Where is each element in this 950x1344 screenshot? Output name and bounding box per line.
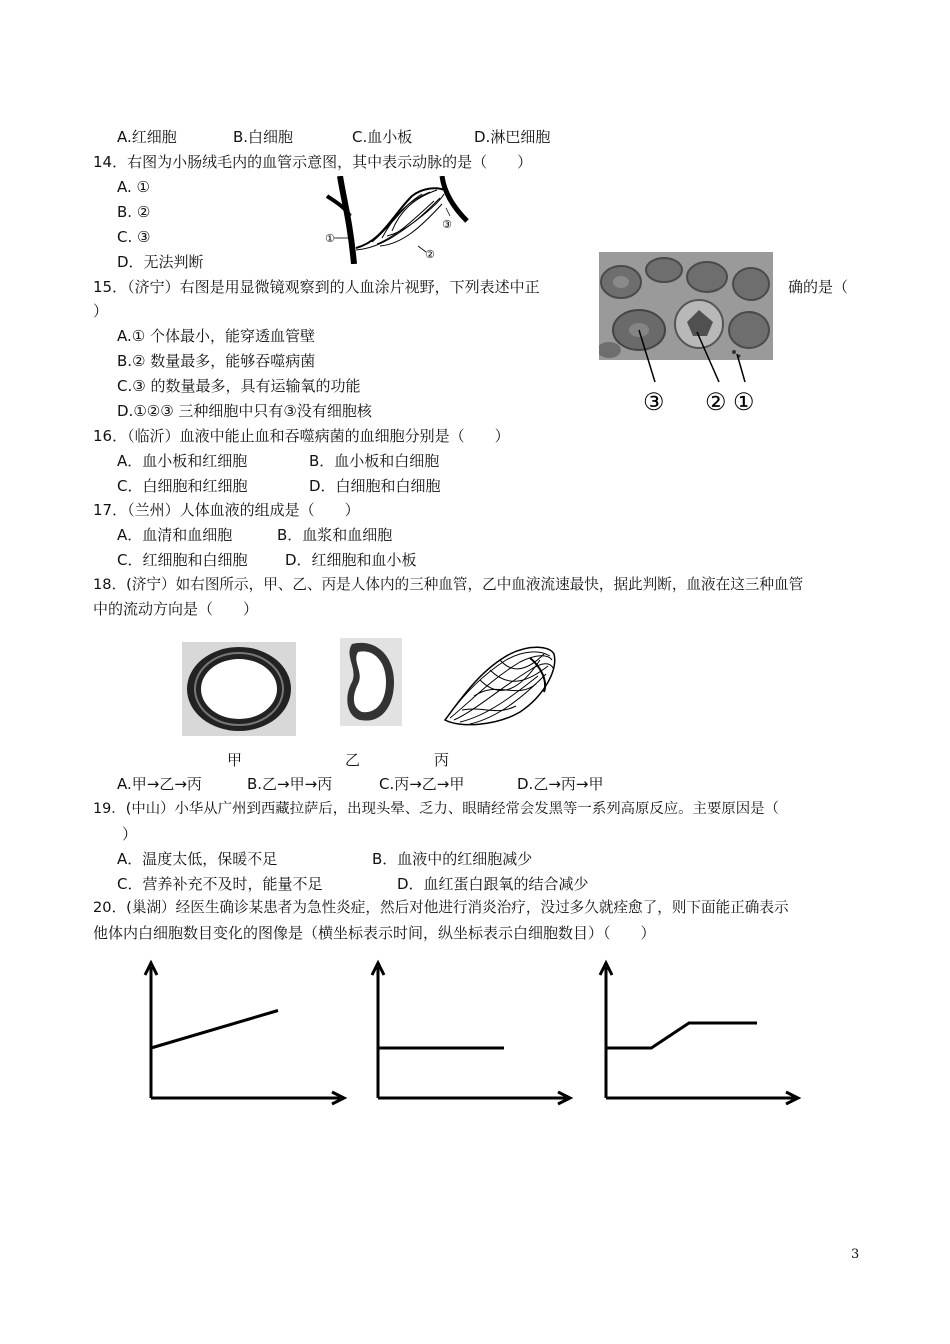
q16-option-d: D．白细胞和白细胞 [309, 477, 441, 495]
q18-stem-part1: 18．(济宁）如右图所示，甲、乙、丙是人体内的三种血管，乙中血液流速最快，据此判断，血液在这三种血管 [93, 576, 804, 593]
q17-stem: 17．（兰州）人体血液的组成是（ ） [93, 501, 360, 519]
q15-option-a: A.① 个体最小，能穿透血管壁 [117, 327, 315, 345]
q17-options-row1 [117, 525, 392, 545]
vessel-bing-capillary [440, 640, 560, 730]
q18-option-d: D.乙→丙→甲 [517, 775, 604, 793]
vessel-yi-vein [338, 636, 404, 728]
q16-stem: 16．（临沂）血液中能止血和吞噬病菌的血细胞分别是（ ） [93, 427, 510, 445]
q13-option-d: D.淋巴细胞 [474, 128, 551, 146]
q15-option-d: D.①②③ 三种细胞中只有③没有细胞核 [117, 402, 372, 420]
q15-label-2: ② [705, 388, 727, 416]
graph-3-series-line [606, 1023, 757, 1048]
q16-options-row2 [117, 476, 441, 496]
q15-option-c: C.③ 的数量最多，具有运输氧的功能 [117, 377, 361, 395]
q19-option-a: A．温度太低，保暖不足 [117, 850, 278, 868]
q18-option-a: A.甲→乙→丙 [117, 775, 202, 793]
q14-option-b: B. ② [117, 203, 151, 221]
q18-stem-part2: 中的流动方向是（ ） [93, 600, 259, 618]
q20-stem-part2: 他体内白细胞数目变化的图像是（横坐标表示时间，纵坐标表示白细胞数目）（ ） [93, 924, 656, 942]
q14-option-c: C. ③ [117, 228, 151, 246]
q19-options-row2 [117, 874, 589, 894]
q15-stem-part1: 15．（济宁）右图是用显微镜观察到的人血涂片视野，下列表述中正 [93, 278, 540, 296]
q13-options [117, 127, 550, 147]
q16-options-row1 [117, 451, 439, 471]
q19-option-c: C．营养补充不及时，能量不足 [117, 875, 323, 893]
q18-label-bing: 丙 [434, 751, 450, 769]
q14-label-1: ① [325, 232, 335, 245]
q20-graphs [130, 955, 820, 1110]
q16-option-c: C．白细胞和红细胞 [117, 477, 248, 495]
q15-stem-part2: 确的是（ [788, 278, 849, 296]
q20-stem-part1: 20．(巢湖）经医生确诊某患者为急性炎症，然后对他进行消炎治疗，没过多久就痊愈了，则下面能正确表示 [93, 899, 789, 916]
graph-1-series-line [151, 1011, 278, 1049]
q13-option-a: A.红细胞 [117, 128, 177, 146]
q14-stem: 14．右图为小肠绒毛内的血管示意图，其中表示动脉的是（ ） [93, 153, 533, 171]
q18-option-b: B.乙→甲→丙 [247, 775, 333, 793]
q19-option-d: D．血红蛋白跟氧的结合减少 [397, 875, 589, 893]
q19-options-row1 [117, 849, 532, 869]
q17-option-c: C．红细胞和白细胞 [117, 551, 248, 569]
q18-label-jia: 甲 [227, 751, 243, 769]
villus-vessel-diagram [322, 176, 482, 264]
blood-smear-micrograph [599, 252, 773, 416]
q15-option-b: B.② 数量最多，能够吞噬病菌 [117, 352, 316, 370]
vessel-jia-artery [180, 640, 298, 738]
q18-option-c: C.丙→乙→甲 [379, 775, 465, 793]
q15-stem-part3: ） [93, 302, 109, 320]
q18-options [117, 774, 603, 794]
q19-option-b: B．血液中的红细胞减少 [372, 850, 533, 868]
q14-option-d: D．无法判断 [117, 253, 204, 271]
q19-stem-part1: 19．(中山）小华从广州到西藏拉萨后，出现头晕、乏力、眼睛经常会发黑等一系列高原反应。主要原因是（ [93, 801, 779, 817]
q15-label-1: ① [733, 388, 755, 416]
q13-option-c: C.血小板 [352, 128, 413, 146]
q16-option-a: A．血小板和红细胞 [117, 452, 248, 470]
q16-option-b: B．血小板和白细胞 [309, 452, 440, 470]
q14-label-3: ③ [442, 218, 452, 231]
q15-label-3: ③ [643, 388, 665, 416]
q18-label-yi: 乙 [345, 751, 361, 769]
page-number: 3 [851, 1247, 860, 1262]
q17-options-row2 [117, 550, 417, 570]
q17-option-b: B．血浆和血细胞 [277, 526, 393, 544]
q17-option-d: D．红细胞和血小板 [285, 551, 417, 569]
q14-label-2: ② [425, 248, 435, 261]
q17-option-a: A．血清和血细胞 [117, 526, 233, 544]
q19-stem-part2: ） [122, 825, 138, 843]
q14-option-a: A. ① [117, 178, 150, 196]
q13-option-b: B.白细胞 [233, 128, 294, 146]
